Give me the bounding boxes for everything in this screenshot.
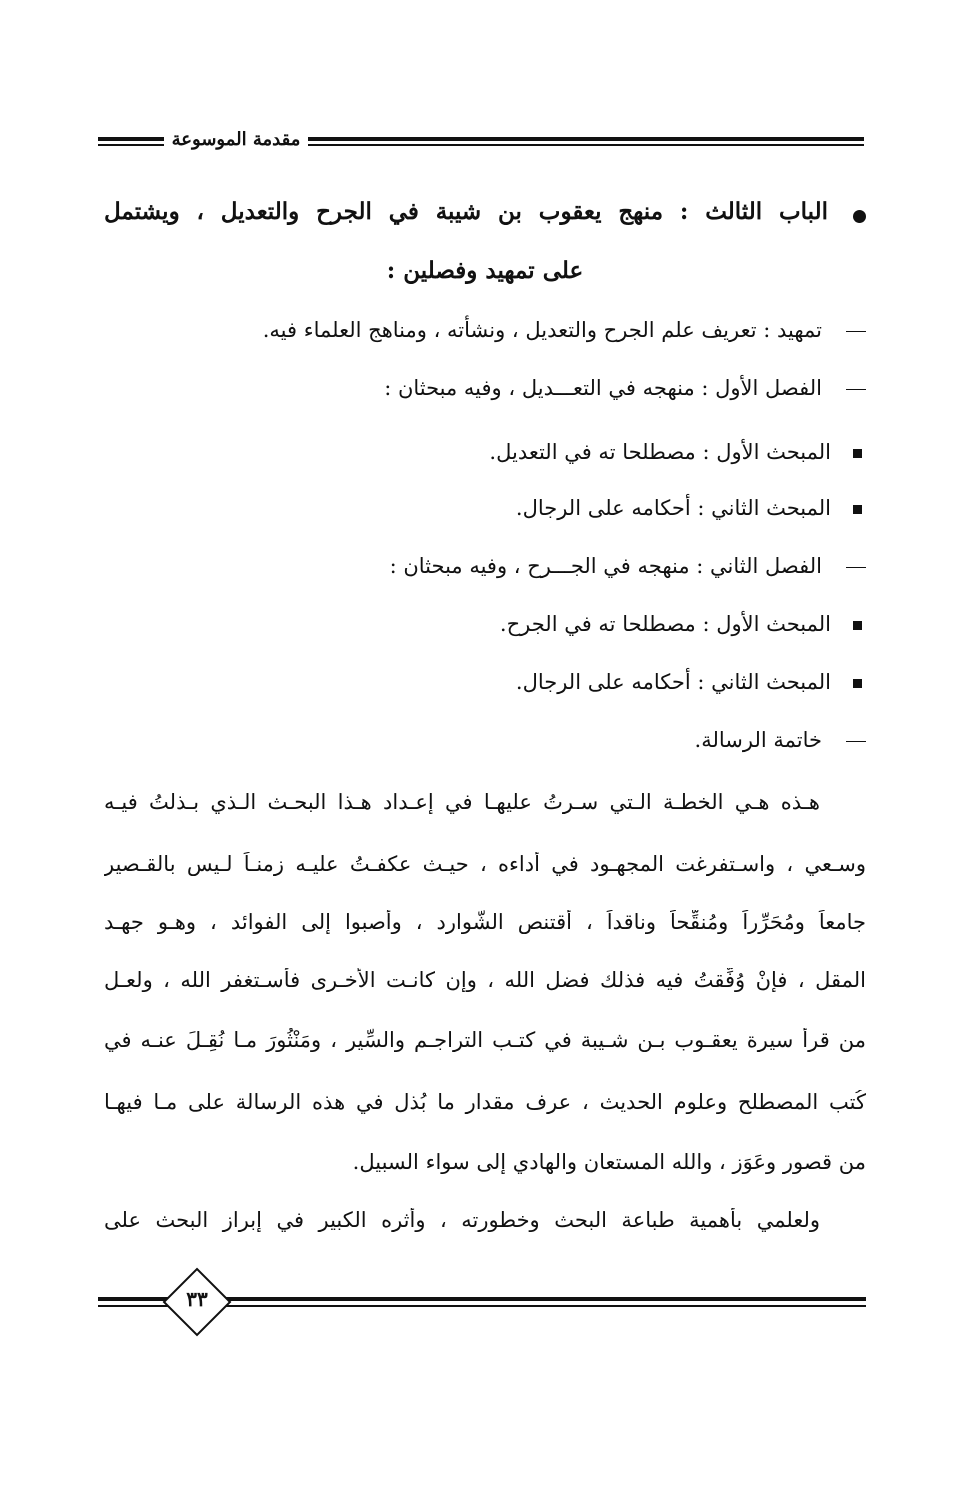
paragraph-line: من قصورٍ وعَوَزٍ ، والله المستعان والهادي إلى سواء السبيل. xyxy=(352,1150,866,1174)
running-header xyxy=(98,128,864,158)
outline-text: خاتمة الرسالة. xyxy=(694,728,822,752)
header-title: مقدمة الموسوعة xyxy=(171,129,301,150)
outline-text: المبحث الثاني : أحكامه على الرجال. xyxy=(515,670,831,694)
dash-icon xyxy=(846,389,866,391)
bab-heading-line-2: على تمهيد وفصلين : xyxy=(386,257,584,284)
dash-icon xyxy=(846,741,866,743)
page-number: ٣٣ xyxy=(186,1287,208,1311)
outline-item xyxy=(384,376,866,400)
outline-item xyxy=(516,670,862,694)
paragraph-line: كُتب المصطلح وعلومِ الحديث ، عرف مقدار ما بُذل في هذه الرسالة على مـا فيهـا xyxy=(104,1090,866,1114)
outline-text: الفصل الأول : منهجه في التعـــديل ، وفيه مبحثان : xyxy=(384,376,822,400)
outline-item xyxy=(390,554,866,578)
square-bullet-icon xyxy=(853,679,862,688)
outline-item xyxy=(263,318,866,342)
header-rule-thick xyxy=(308,137,864,141)
header-rule-thin xyxy=(308,144,864,146)
paragraph-line: ولعلمي بأهمية طباعة البحث وخطورته ، وأثره الكبير في إبراز البحث على xyxy=(104,1208,820,1232)
outline-item xyxy=(695,728,866,752)
outline-item xyxy=(516,496,862,520)
bab-heading-line-1: الباب الثالث : منهج يعقوب بن شيبة في الجرح والتعديل ، ويشتمل xyxy=(104,198,828,225)
paragraph-line: وسـعي ، واسـتفرغت المجهـود في أداءه ، حيـث عكفـتُ عليـه زمنـاً لـيس بالقـصير xyxy=(104,852,866,876)
square-bullet-icon xyxy=(853,449,862,458)
page-number-diamond xyxy=(162,1267,232,1337)
header-rule-left-thick xyxy=(98,137,164,141)
outline-text: تمهيد : تعريف علم الجرح والتعديل ، ونشأته ، ومناهج العلماء فيه. xyxy=(262,318,822,342)
header-rule-left-thin xyxy=(98,144,164,146)
outline-item xyxy=(489,440,862,464)
bullet-dot-icon xyxy=(853,210,866,223)
dash-icon xyxy=(846,331,866,333)
paragraph-line: هـذه هـي الخطـة الـتي سـرتُ عليهـا في إعـداد هـذا البحـث الـذي بـذلتُ فيـه xyxy=(104,790,820,814)
dash-icon xyxy=(846,567,866,569)
square-bullet-icon xyxy=(853,621,862,630)
outline-text: الفصل الثاني : منهجه في الجـــرح ، وفيه مبحثان : xyxy=(389,554,822,578)
outline-text: المبحث الأول : مصطلحا ته في التعديل. xyxy=(489,440,831,464)
outline-text: المبحث الثاني : أحكامه على الرجال. xyxy=(515,496,831,520)
square-bullet-icon xyxy=(853,505,862,514)
footer-rule-right-thick xyxy=(218,1297,866,1301)
paragraph-line: المقل ، فإنْ وُفِّقتُ فيه فذلك فضل الله ، وإن كانـت الأخـرى فأسـتغفر الله ، ولعـل xyxy=(104,968,866,992)
paragraph-line: من قرأ سيرة يعقـوب بـن شـيبة في كتـب التراجـم والسِّير ، ومَنْثُورَ مـا نُقِـلَ عنـه في xyxy=(104,1028,866,1052)
page-footer xyxy=(98,1267,866,1337)
outline-text: المبحث الأول : مصطلحا ته في الجرح. xyxy=(499,612,831,636)
outline-item xyxy=(500,612,862,636)
footer-rule-right-thin xyxy=(218,1305,866,1307)
paragraph-line: جامعاً ومُحَرِّراً ومُنقِّحاً وناقداً ، أقتنص الشّوارد ، وأصبوا إلى الفوائد ، وهـو جهـد xyxy=(104,910,866,934)
